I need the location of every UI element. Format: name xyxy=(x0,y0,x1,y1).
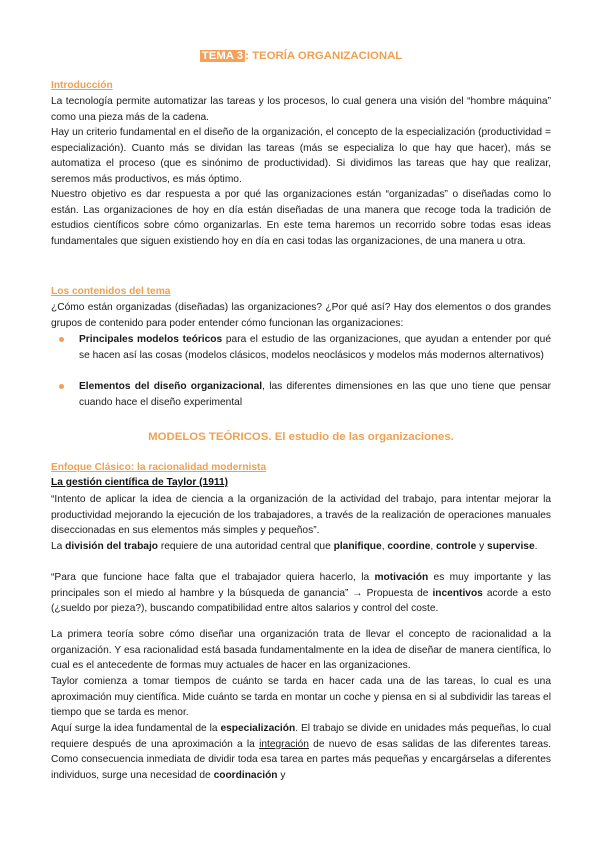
heading-introduccion: Introducción xyxy=(51,80,113,91)
text-fragment: Aquí surge la idea fundamental de la xyxy=(51,723,221,734)
especializacion-paragraph xyxy=(51,721,551,783)
taylor-quote-2 xyxy=(51,570,551,617)
text-fragment: de nuevo de esas salidas de las diferentes tareas. Como consecuencia inmediata de dividir toda esa tarea en partes más pequeñas y encargárselas a diferentes individuos, surge una necesidad de xyxy=(51,738,551,781)
text-fragment: es muy importante y las principales son el miedo al hambre y la búsqueda de ganancia” → Propuesta de xyxy=(51,572,552,599)
intro-paragraph-3: Nuestro objetivo es dar respuesta a por qué las organizaciones están “organizadas” o diseñadas como lo están. Las organizaciones de hoy en día están diseñadas de una manera que recoge toda la tradición de estudios científicos sobre cómo organizarlas. En este tema haremos un recorrido sobre todas esas ideas fundamentales que siguen existiendo hoy en día en casi todas las organizaciones, de una manera u otra. xyxy=(51,189,551,247)
text-fragment: La xyxy=(51,541,66,552)
title-rest: : TEORÍA ORGANIZACIONAL xyxy=(245,50,403,62)
text-fragment: controle xyxy=(436,541,477,552)
division-trabajo-paragraph xyxy=(51,539,551,555)
intro-paragraph-2: Hay un criterio fundamental en el diseño de la organización, el concepto de la especialización (productividad = especialización). Cuanto más se dividan las tareas (más se especializa lo que hay que hacer), más se automatiza el proceso (que es sinónimo de productividad). Si dividimos las tareas que hay que realizar, seremos más productivos, es más óptimo. xyxy=(51,127,551,185)
text-fragment: incentivos xyxy=(432,587,483,599)
bullet-1-bold: Principales modelos teóricos xyxy=(79,334,223,345)
heading-modelos-teoricos: MODELOS TEÓRICOS. El estudio de las organizaciones. xyxy=(148,431,454,443)
taylor-tiempos-paragraph: Taylor comienza a tomar tiempos de cuánto se tarda en hacer cada una de las tareas, lo cual es una aproximación muy científica. Mide cuánto se tarda en montar un coche y piensa en si al subdividir las tareas el tiempo que se tarda es menor. xyxy=(51,676,551,719)
bullet-dot-icon xyxy=(59,384,64,389)
heading-enfoque-clasico: Enfoque Clásico: la racionalidad modernista xyxy=(51,462,267,473)
text-fragment: . xyxy=(534,541,538,552)
text-fragment: integración xyxy=(259,738,309,750)
intro-paragraph-1: La tecnología permite automatizar las tareas y los procesos, lo cual genera una visión del “hombre máquina” como una pieza más de la cadena. xyxy=(51,96,551,123)
text-fragment: acorde a esto (¿sueldo por pieza?), buscando compatibilidad entre altos salarios y control del coste. xyxy=(51,587,551,615)
heading-gestion-cientifica: La gestión científica de Taylor (1911) xyxy=(51,477,229,488)
text-fragment: especialización xyxy=(220,723,296,734)
bullet-2-bold: Elementos del diseño organizacional xyxy=(79,381,263,392)
page-title xyxy=(51,50,551,62)
heading-contenidos: Los contenidos del tema xyxy=(51,286,171,297)
text-fragment: y xyxy=(277,769,286,781)
text-fragment: “Para que funcione hace falta que el trabajador quiera hacerlo, la xyxy=(51,572,375,583)
text-fragment: , xyxy=(430,541,437,552)
bullet-2-text: , las diferentes dimensiones en las que uno tiene que pensar cuando hace el diseño experimental xyxy=(79,381,551,408)
text-fragment: supervise xyxy=(487,541,535,552)
text-fragment: . El trabajo se divide en unidades más pequeñas, lo cual requiere después de una aproximación a la xyxy=(51,723,552,750)
text-fragment: coordine xyxy=(387,541,431,552)
text-fragment: motivación xyxy=(374,572,429,583)
text-fragment: división del trabajo xyxy=(65,541,159,552)
bullet-1-text: para el estudio de las organizaciones, que ayudan a entender por qué se hacen así las cosas (modelos clásicos, modelos neoclásicos y modelos más modernos alternativos) xyxy=(79,334,551,361)
text-fragment: requiere de una autoridad central que xyxy=(158,541,334,552)
text-fragment: coordinación xyxy=(213,769,278,781)
taylor-quote-1: “Intento de aplicar la idea de ciencia a la organización de la actividad del trabajo, para intentar mejorar la productividad mejorando la ejecución de los trabajadores, a través de la realización de operaciones manuales diseccionadas en sus elementos más simples y pequeños”. xyxy=(51,494,551,537)
text-fragment: y xyxy=(476,541,488,552)
bullet-dot-icon xyxy=(59,337,64,342)
text-fragment: , xyxy=(381,541,388,552)
contenidos-paragraph: ¿Cómo están organizadas (diseñadas) las organizaciones? ¿Por qué así? Hay dos elementos o dos grandes grupos de contenido para poder entender cómo funcionan las organizaciones: xyxy=(51,302,551,329)
racionalidad-paragraph: La primera teoría sobre cómo diseñar una organización trata de llevar el concepto de racionalidad a la organización. Y esa racionalidad está basada fundamentalmente en la idea de diseñar de manera científica, lo cual es el antecedente de formas muy actuales de hacer en las organizaciones. xyxy=(51,629,551,672)
text-fragment: planifique xyxy=(333,541,382,552)
title-highlight: TEMA 3 xyxy=(201,50,244,62)
